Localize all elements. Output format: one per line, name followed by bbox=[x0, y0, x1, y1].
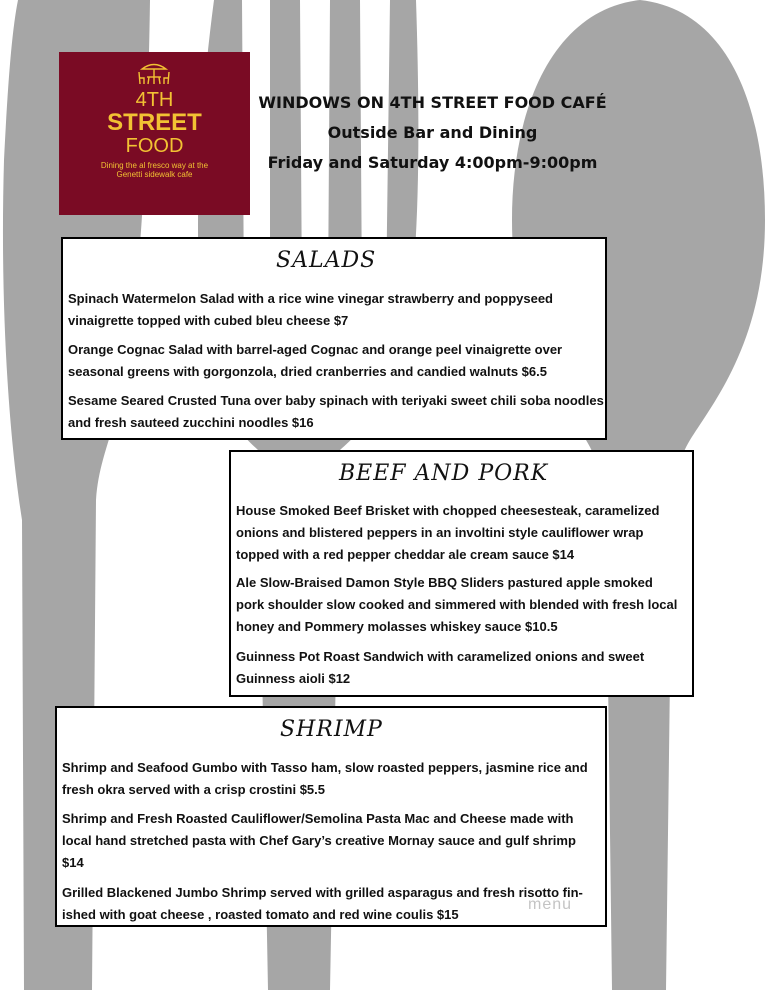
menu-item: Spinach Watermelon Salad with a rice wine vinegar strawberry and poppyseed vinaigrette topped with cubed bleu cheese $7 bbox=[68, 291, 553, 328]
menu-item: Grilled Blackened Jumbo Shrimp served with grilled asparagus and fresh risotto fin-ished with goat cheese , roasted tomato and red wine coulis $15 bbox=[62, 885, 583, 922]
menu-subtitle: Outside Bar and Dining bbox=[327, 123, 538, 142]
section-beef-pork bbox=[229, 450, 694, 697]
section-title: BEEF AND PORK bbox=[339, 461, 549, 486]
section-title: SHRIMP bbox=[280, 717, 383, 742]
menu-header bbox=[255, 88, 610, 178]
logo-tagline: Dining the al fresco way at the Genetti sidewalk cafe bbox=[100, 161, 209, 179]
logo bbox=[59, 52, 250, 215]
menu-item: Guinness Pot Roast Sandwich with caramelized onions and sweet Guinness aioli $12 bbox=[236, 649, 645, 686]
logo-line-4th: 4TH bbox=[135, 89, 174, 111]
umbrella-table-icon bbox=[137, 60, 171, 90]
menu-item: House Smoked Beef Brisket with chopped cheesesteak, caramelized onions and blistered peppers in an involtini style cauliflower wrap topped with a red pepper cheddar ale cream sauce $14 bbox=[236, 503, 660, 562]
restaurant-title: WINDOWS ON 4TH STREET FOOD CAFÉ bbox=[258, 93, 607, 112]
menu-item: Orange Cognac Salad with barrel-aged Cognac and orange peel vinaigrette over seasonal greens with gorgonzola, dried cranberries and candied walnuts $6.5 bbox=[68, 342, 563, 379]
logo-line-street: STREET bbox=[107, 109, 202, 136]
menu-item: Shrimp and Fresh Roasted Cauliflower/Semolina Pasta Mac and Cheese made with local hand stretched pasta with Chef Gary’s creative Mornay sauce and gulf shrimp $14 bbox=[62, 811, 576, 870]
section-shrimp bbox=[55, 706, 607, 927]
menu-item: Sesame Seared Crusted Tuna over baby spinach with teriyaki sweet chili soba noodles and fresh sauteed zucchini noodles $16 bbox=[68, 393, 604, 430]
opening-hours: Friday and Saturday 4:00pm-9:00pm bbox=[267, 153, 598, 172]
watermark: menu bbox=[528, 896, 573, 913]
section-salads bbox=[61, 237, 607, 440]
menu-item: Shrimp and Seafood Gumbo with Tasso ham, slow roasted peppers, jasmine rice and fresh okra served with a crisp crostini $5.5 bbox=[62, 760, 588, 797]
menu-item: Ale Slow-Braised Damon Style BBQ Sliders pastured apple smoked pork shoulder slow cooked and simmered with blended with fresh local honey and Pommery molasses whiskey sauce $10.5 bbox=[236, 575, 678, 634]
logo-line-food: FOOD bbox=[125, 135, 184, 157]
section-title: SALADS bbox=[276, 248, 377, 273]
